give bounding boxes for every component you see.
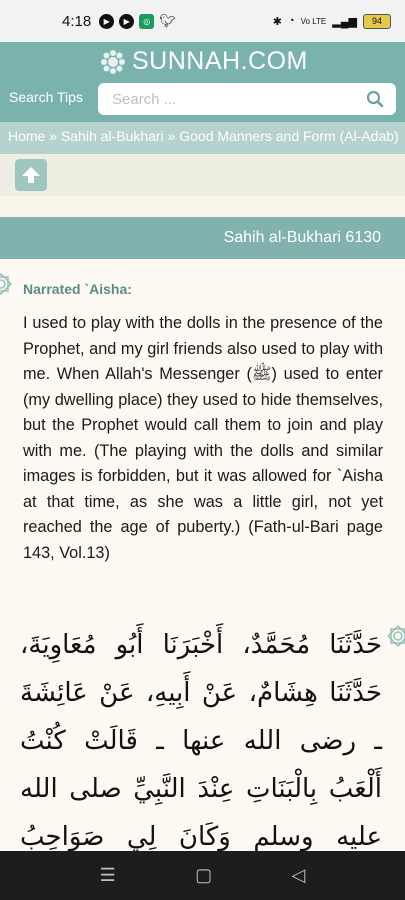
play-icon: ▶: [99, 14, 114, 29]
app-icon: ◎: [139, 14, 154, 29]
breadcrumb: [0, 122, 405, 154]
back-button[interactable]: ◁: [291, 865, 306, 885]
rosette-decoration-icon: [387, 625, 405, 647]
scroll-up-button[interactable]: [15, 159, 47, 191]
search-box[interactable]: [98, 83, 396, 115]
search-icon[interactable]: [366, 90, 384, 108]
narrator: Narrated `Aisha:: [23, 281, 132, 297]
rosette-logo-icon: [100, 49, 126, 75]
arabic-text: حَدَّثَنَا مُحَمَّدٌ، أَخْبَرَنَا أَبُو مُعَاوِيَةَ، حَدَّثَنَا هِشَامٌ، عَنْ أَبِيهِ، عَنْ عَائِشَةَ ـ رضى الله عنها ـ قَالَتْ كُنْتُ أَلْعَبُ بِالْبَنَاتِ عِنْدَ النَّبِيِّ صلى الله عليه وسلم وَكَانَ لِي صَوَاحِبُ: [20, 630, 382, 851]
english-text: I used to play with the dolls in the presence of the Prophet, and my girl friends also used to play with me. When Allah's Messenger (ﷺ) used to enter (my dwelling place) they used to hide themselves, but the Prophet would call them to join and play with me. (The playing with the dolls and similar images is forbidden, but it was allowed for `Aisha at that time, as she was a little girl, not yet reached the age of puberty.) (Fath-ul-Bari page 143, Vol.13): [23, 314, 383, 562]
site-header: [0, 42, 405, 122]
network-label: Vo LTE: [300, 16, 327, 26]
status-time: 4:18: [62, 12, 92, 30]
breadcrumb-collection[interactable]: Sahih al-Bukhari: [60, 128, 164, 144]
system-icons: [273, 14, 391, 29]
youtube-icon: ▶: [119, 14, 134, 29]
arrow-up-icon: [21, 165, 41, 185]
toolbar: [0, 154, 405, 196]
brand-name: SUNNAH.COM: [132, 47, 308, 75]
recent-apps-button[interactable]: ☰: [99, 865, 116, 885]
search-input[interactable]: [110, 90, 366, 109]
home-button[interactable]: ▢: [195, 865, 213, 885]
battery-icon: 94: [363, 14, 391, 29]
breadcrumb-book[interactable]: Good Manners and Form (Al-Adab): [179, 128, 399, 144]
hadith-content: [0, 259, 405, 851]
status-bar: [0, 0, 405, 42]
bluetooth-icon: ✱: [272, 15, 282, 28]
wifi-icon: ◔: [287, 15, 295, 27]
twitter-icon: 🐦︎: [159, 13, 176, 28]
rosette-decoration-icon: [0, 273, 12, 295]
hadith-reference: Sahih al-Bukhari 6130: [223, 229, 381, 246]
notification-icons: [99, 13, 176, 29]
site-logo[interactable]: [100, 47, 308, 76]
hadith-reference-bar: [0, 217, 405, 259]
breadcrumb-home[interactable]: Home: [8, 128, 46, 144]
breadcrumb-separator: »: [163, 128, 180, 144]
signal-icon: ▂▄▆: [332, 15, 357, 28]
breadcrumb-separator: »: [45, 128, 61, 144]
system-navigation-bar: [0, 851, 405, 900]
search-tips-link[interactable]: Search Tips: [9, 89, 83, 105]
